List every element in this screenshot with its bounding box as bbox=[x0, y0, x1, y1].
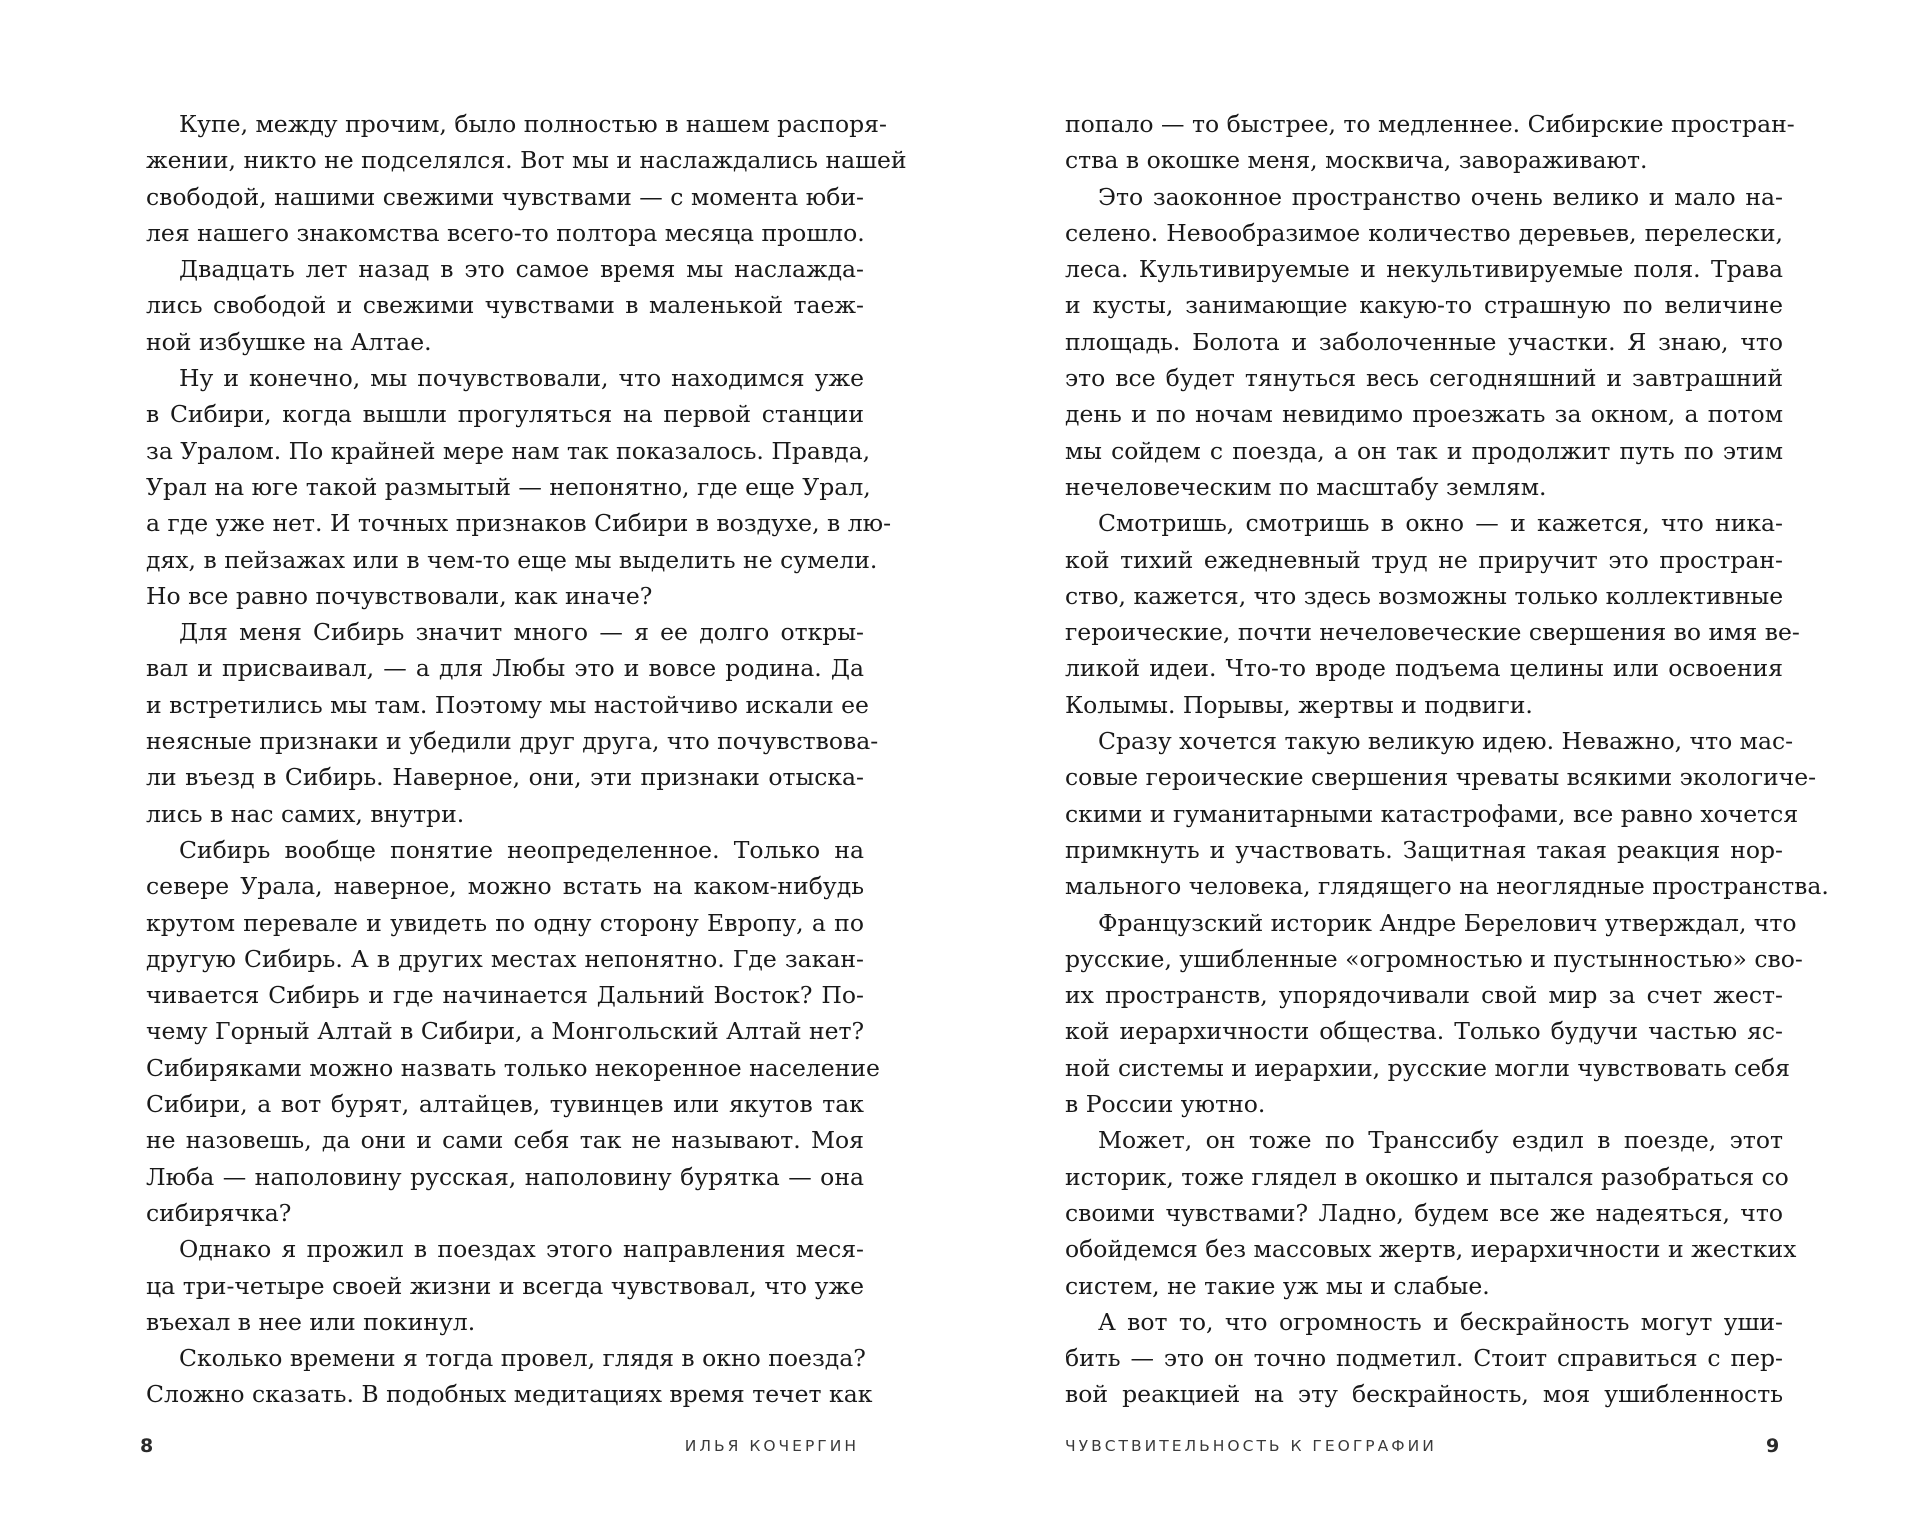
text-line: селено. Невообразимое количество деревьев, перелески, bbox=[1065, 218, 1783, 247]
right-page-number: 9 bbox=[1766, 1435, 1780, 1457]
text-line: Для меня Сибирь значит много — я ее долго откры- bbox=[179, 618, 864, 647]
text-line: Купе, между прочим, было полностью в нашем распоря- bbox=[179, 110, 887, 138]
right-page-text bbox=[1065, 106, 1829, 1413]
text-line: лись свободой и свежими чувствами в маленькой таеж- bbox=[146, 291, 864, 320]
text-line: их пространств, упорядочивали свой мир за счет жест- bbox=[1065, 981, 1783, 1010]
text-line: героические, почти нечеловеческие свершения во имя ве- bbox=[1065, 618, 1800, 647]
text-line: обойдемся без массовых жертв, иерархичности и жестких bbox=[1065, 1235, 1797, 1264]
text-line: чему Горный Алтай в Сибири, а Монгольский Алтай нет? bbox=[146, 1017, 865, 1046]
text-line: за Уралом. По крайней мере нам так показалось. Правда, bbox=[146, 436, 871, 465]
text-line: Смотришь, смотришь в окно — и кажется, что ника- bbox=[1098, 509, 1783, 538]
text-line: историк, тоже глядел в окошко и пытался разобраться со bbox=[1065, 1162, 1789, 1191]
text-line: своими чувствами? Ладно, будем все же надеяться, что bbox=[1065, 1198, 1783, 1227]
text-line: Сибири, а вот бурят, алтайцев, тувинцев или якутов так bbox=[146, 1090, 864, 1119]
text-line: Это заоконное пространство очень велико и мало на- bbox=[1098, 182, 1783, 211]
text-line: не назовешь, да они и сами себя так не называют. Моя bbox=[146, 1126, 864, 1155]
text-line: Сколько времени я тогда провел, глядя в окно поезда? bbox=[179, 1344, 866, 1373]
text-line: Ну и конечно, мы почувствовали, что находимся уже bbox=[179, 364, 864, 393]
text-line: ной системы и иерархии, русские могли чувствовать себя bbox=[1065, 1053, 1791, 1082]
text-line: вал и присваивал, — а для Любы это и вовсе родина. Да bbox=[146, 654, 864, 683]
text-line: бить — это он точно подметил. Стоит справиться с пер- bbox=[1065, 1344, 1783, 1373]
text-line: дях, в пейзажах или в чем-то еще мы выделить не сумели. bbox=[146, 545, 878, 574]
text-line: другую Сибирь. А в других местах непонятно. Где закан- bbox=[146, 944, 864, 973]
text-line: Однако я прожил в поездах этого направления меся- bbox=[179, 1235, 864, 1264]
text-line: Сразу хочется такую великую идею. Неважно, что мас- bbox=[1098, 727, 1794, 756]
right-running-head: ЧУВСТВИТЕЛЬНОСТЬ К ГЕОГРАФИИ bbox=[1065, 1437, 1437, 1455]
text-line: мального человека, глядящего на неоглядные пространства. bbox=[1065, 872, 1829, 901]
text-line: в России уютно. bbox=[1065, 1090, 1266, 1119]
text-line: ства в окошке меня, москвича, завораживают. bbox=[1065, 146, 1648, 175]
text-line: мы сойдем с поезда, а он так и продолжит путь по этим bbox=[1065, 436, 1783, 465]
text-line: неясные признаки и убедили друг друга, что почувствова- bbox=[146, 727, 879, 756]
text-line: Урал на юге такой размытый — непонятно, где еще Урал, bbox=[146, 472, 871, 501]
text-line: Сибирь вообще понятие неопределенное. Только на bbox=[179, 835, 864, 864]
text-line: систем, не такие уж мы и слабые. bbox=[1065, 1271, 1490, 1300]
text-line: въехал в нее или покинул. bbox=[146, 1307, 476, 1336]
text-line: лись в нас самих, внутри. bbox=[146, 799, 465, 828]
text-line: и кусты, занимающие какую-то страшную по величине bbox=[1065, 291, 1783, 320]
text-line: кой тихий ежедневный труд не приручит это простран- bbox=[1065, 545, 1783, 574]
left-page bbox=[0, 0, 955, 1530]
text-line: а где уже нет. И точных признаков Сибири в воздухе, в лю- bbox=[146, 509, 892, 538]
text-line: нечеловеческим по масштабу землям. bbox=[1065, 472, 1547, 501]
left-running-head: ИЛЬЯ КОЧЕРГИН bbox=[684, 1437, 859, 1455]
text-line: леса. Культивируемые и некультивируемые поля. Трава bbox=[1065, 255, 1783, 284]
text-line: ство, кажется, что здесь возможны только коллективные bbox=[1065, 581, 1784, 610]
text-line: севере Урала, наверное, можно встать на каком-нибудь bbox=[146, 872, 864, 901]
text-line: Может, он тоже по Транссибу ездил в поезде, этот bbox=[1098, 1126, 1783, 1155]
text-line: вой реакцией на эту бескрайность, моя ушибленность bbox=[1065, 1380, 1783, 1409]
text-line: ной избушке на Алтае. bbox=[146, 327, 432, 356]
left-page-text bbox=[146, 106, 907, 1413]
text-line: Французский историк Андре Берелович утверждал, что bbox=[1098, 908, 1797, 937]
text-line: свободой, нашими свежими чувствами — с момента юби- bbox=[146, 182, 864, 211]
text-line: лея нашего знакомства всего-то полтора месяца прошло. bbox=[146, 218, 865, 247]
text-line: Сибиряками можно назвать только некоренное население bbox=[146, 1053, 880, 1082]
text-line: крутом перевале и увидеть по одну сторону Европу, а по bbox=[146, 908, 864, 937]
text-line: Люба — наполовину русская, наполовину бурятка — она bbox=[146, 1162, 864, 1191]
text-line: жении, никто не подселялся. Вот мы и наслаждались нашей bbox=[146, 146, 907, 175]
text-line: А вот то, что огромность и бескрайность могут уши- bbox=[1098, 1307, 1783, 1336]
text-line: примкнуть и участвовать. Защитная такая реакция нор- bbox=[1065, 835, 1783, 864]
text-line: чивается Сибирь и где начинается Дальний Восток? По- bbox=[146, 981, 864, 1010]
text-line: Колымы. Порывы, жертвы и подвиги. bbox=[1065, 690, 1533, 719]
text-line: и встретились мы там. Поэтому мы настойчиво искали ее bbox=[146, 690, 869, 719]
left-page-number: 8 bbox=[140, 1435, 154, 1457]
text-line: сибирячка? bbox=[146, 1198, 292, 1227]
text-line: кой иерархичности общества. Только будучи частью яс- bbox=[1065, 1017, 1783, 1046]
text-line: площадь. Болота и заболоченные участки. Я знаю, что bbox=[1065, 327, 1783, 356]
text-line: ли въезд в Сибирь. Наверное, они, эти признаки отыска- bbox=[146, 763, 864, 792]
text-line: Но все равно почувствовали, как иначе? bbox=[146, 581, 653, 610]
text-line: Сложно сказать. В подобных медитациях время течет как bbox=[146, 1380, 873, 1409]
text-line: это все будет тянуться весь сегодняшний и завтрашний bbox=[1065, 364, 1783, 393]
text-line: в Сибири, когда вышли прогуляться на первой станции bbox=[146, 400, 864, 429]
text-line: совые героические свершения чреваты всякими экологиче- bbox=[1065, 763, 1817, 792]
text-line: ликой идеи. Что-то вроде подъема целины или освоения bbox=[1065, 654, 1783, 683]
text-line: русские, ушибленные «огромностью и пустынностью» сво- bbox=[1065, 944, 1803, 973]
text-line: Двадцать лет назад в это самое время мы наслажда- bbox=[179, 255, 864, 284]
text-line: ца три-четыре своей жизни и всегда чувствовал, что уже bbox=[146, 1271, 864, 1300]
text-line: день и по ночам невидимо проезжать за окном, а потом bbox=[1065, 400, 1783, 429]
text-line: попало — то быстрее, то медленнее. Сибирские простран- bbox=[1065, 110, 1795, 138]
right-page bbox=[955, 0, 1911, 1530]
text-line: скими и гуманитарными катастрофами, все равно хочется bbox=[1065, 799, 1799, 828]
